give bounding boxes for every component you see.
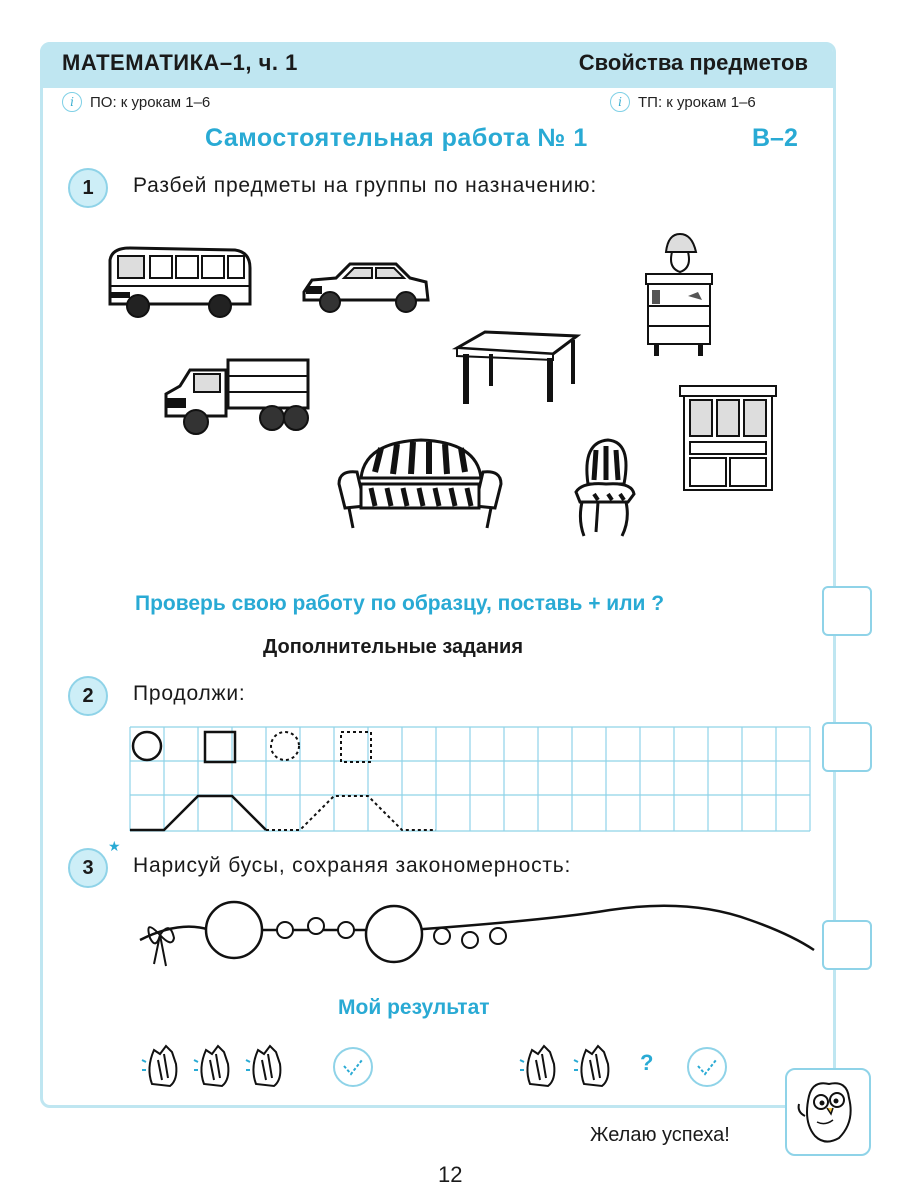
answer-box-2[interactable] [822, 722, 872, 772]
wish-text: Желаю успеха! [590, 1124, 730, 1146]
clapping-hands-two-icon [518, 1040, 628, 1090]
grid-area[interactable] [130, 727, 812, 831]
circle-shape [133, 732, 161, 760]
task-1-number: 1 [68, 168, 108, 208]
book-title: МАТЕМАТИКА–1, ч. 1 [62, 50, 298, 75]
task-2-number: 2 [68, 676, 108, 716]
ref-right-text: ТП: к урокам 1–6 [638, 93, 756, 111]
dotted-trapezoid-line [266, 796, 436, 830]
extra-tasks-title: Дополнительные задания [263, 636, 524, 658]
small-bead [338, 922, 354, 938]
truck-picture [160, 350, 315, 445]
big-bead [206, 902, 262, 958]
checkmark-circle-icon[interactable] [686, 1046, 728, 1088]
bedside-table-with-lamp-picture [640, 230, 720, 360]
table-picture [455, 330, 580, 408]
info-icon: i [62, 92, 82, 112]
check-instruction: Проверь свою работу по образцу, поставь + или ? [135, 592, 665, 615]
result-title: Мой результат [338, 996, 490, 1019]
small-bead [462, 932, 478, 948]
question-mark: ? [640, 1050, 654, 1075]
sofa-picture [335, 432, 505, 532]
task-1-text: Разбей предметы на группы по назначению: [133, 174, 597, 197]
small-bead [490, 928, 506, 944]
checkmark-circle-icon[interactable] [332, 1046, 374, 1088]
bus-picture [100, 238, 260, 326]
small-bead [434, 928, 450, 944]
ref-left-text: ПО: к урокам 1–6 [90, 93, 211, 111]
beads-drawing[interactable] [130, 890, 820, 980]
section-title: Свойства предметов [578, 50, 808, 75]
variant-label: В–2 [752, 124, 798, 152]
square-shape [205, 732, 235, 762]
answer-box-3[interactable] [822, 920, 872, 970]
grid-lines [130, 727, 810, 831]
ref-left [62, 92, 210, 112]
difficulty-star-icon: ★ [108, 838, 121, 854]
task-3-text: Нарисуй бусы, сохраняя закономерность: [133, 854, 572, 877]
car-picture [298, 256, 433, 320]
work-title: Самостоятельная работа № 1 [205, 124, 588, 152]
cupboard-picture [678, 384, 778, 494]
answer-box-1[interactable] [822, 586, 872, 636]
task-3-number: 3 [68, 848, 108, 888]
bow-knot-icon [148, 927, 174, 966]
dotted-square-shape [341, 732, 371, 762]
clapping-hands-icon [140, 1040, 300, 1090]
big-bead [366, 906, 422, 962]
owl-mascot-box [785, 1068, 871, 1156]
ref-right [610, 92, 756, 112]
task-2-text: Продолжи: [133, 682, 246, 705]
small-bead [277, 922, 293, 938]
owl-icon [795, 1076, 861, 1148]
chair-picture [572, 436, 638, 540]
small-bead [308, 918, 324, 934]
info-icon: i [610, 92, 630, 112]
dotted-circle-shape [271, 732, 299, 760]
page-number: 12 [438, 1162, 463, 1187]
